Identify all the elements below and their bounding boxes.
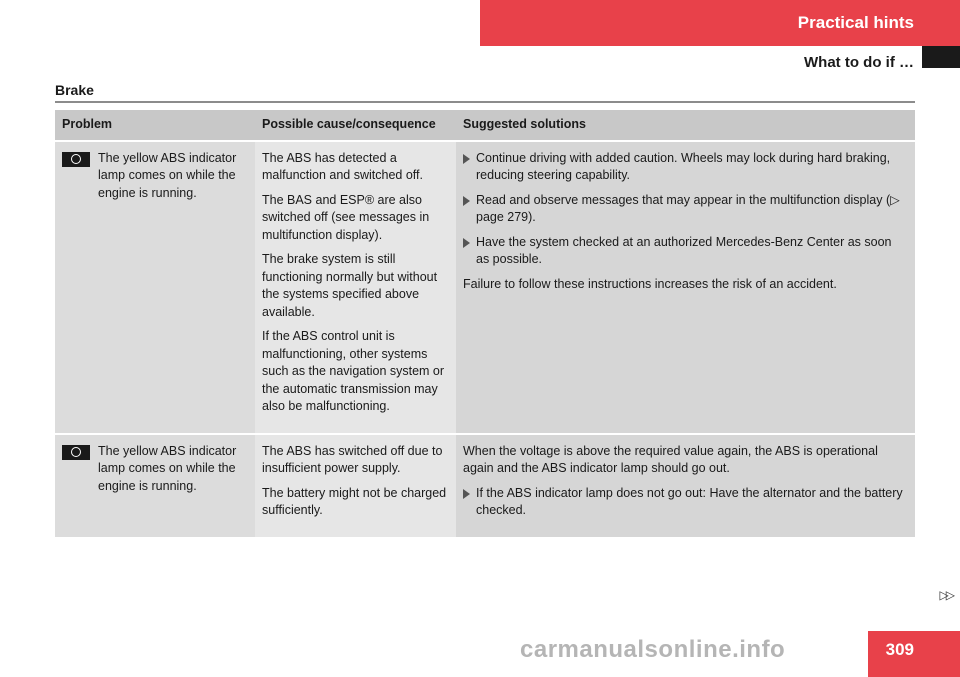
solution-intro: When the voltage is above the required value again, the ABS is operational again and the ABS indicator lamp should go out. (463, 443, 878, 475)
problem-cell (55, 435, 255, 539)
cause-text: The ABS has detected a malfunction and switched off. (262, 150, 423, 182)
cause-text: If the ABS control unit is malfunctioning, other systems such as the navigation system or the automatic transmission may also be malfunctioning. (262, 329, 445, 413)
table-header-row (55, 110, 915, 142)
watermark: carmanualsonline.info (520, 636, 786, 663)
cause-text: The battery might not be charged sufficiently. (262, 485, 447, 517)
heading-divider (55, 101, 915, 103)
bullet-arrow-icon (463, 196, 470, 206)
solution-step: Continue driving with added caution. Wheels may lock during hard braking, reducing steering capability. (463, 150, 908, 185)
abs-warning-icon (62, 445, 90, 460)
problem-text: The yellow ABS indicator lamp comes on while the engine is running. (98, 150, 237, 200)
cause-text: The brake system is still functioning normally but without the systems specified above available. (262, 252, 438, 319)
problem-cell (55, 142, 255, 435)
column-header-cause: Possible cause/consequence (255, 110, 456, 142)
corner-marker (922, 46, 960, 68)
problem-text: The yellow ABS indicator lamp comes on while the engine is running. (98, 443, 237, 493)
page-number-tab (868, 631, 960, 677)
cause-cell (255, 435, 456, 539)
solution-cell (456, 435, 915, 539)
troubleshooting-table (55, 110, 915, 539)
continued-marker: ▷▷ (939, 588, 952, 602)
cause-cell (255, 142, 456, 435)
cause-text: The ABS has switched off due to insufficient power supply. (262, 443, 443, 475)
table-row (55, 435, 915, 539)
solution-cell (456, 142, 915, 435)
column-header-solutions: Suggested solutions (456, 110, 915, 142)
page-number: 309 (885, 640, 914, 659)
cause-text: The BAS and ESP® are also switched off (see messages in multifunction display). (262, 192, 430, 242)
table-row (55, 142, 915, 435)
bullet-arrow-icon (463, 154, 470, 164)
bullet-arrow-icon (463, 238, 470, 248)
section-heading: Brake (55, 82, 94, 98)
page-subtitle: What to do if … (804, 54, 914, 71)
section-title-tab (480, 0, 960, 46)
bullet-arrow-icon (463, 489, 470, 499)
solution-step: Have the system checked at an authorized Mercedes-Benz Center as soon as possible. (463, 234, 908, 269)
solution-note: Failure to follow these instructions increases the risk of an accident. (463, 276, 837, 291)
solution-step: If the ABS indicator lamp does not go out: Have the alternator and the battery checked. (463, 485, 908, 520)
abs-warning-icon (62, 152, 90, 167)
solution-step: Read and observe messages that may appear in the multifunction display (▷ page 279). (463, 192, 908, 227)
column-header-problem: Problem (55, 110, 255, 142)
section-title: Practical hints (797, 13, 914, 32)
